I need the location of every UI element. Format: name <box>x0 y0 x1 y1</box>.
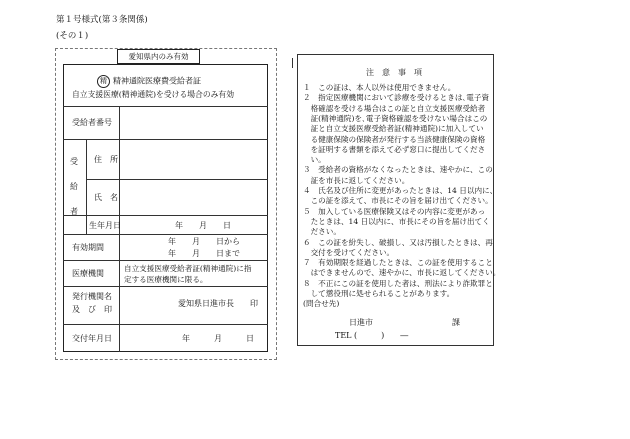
institution-note-2: 定する医療機関に限る。 <box>124 275 208 284</box>
contact-tel: TEL ( ) ― <box>335 331 409 340</box>
note-line: ７ 有効期限を経過したときは、この証を使用すること <box>303 258 493 268</box>
card-title <box>97 75 201 88</box>
note-line: ５ 加入している医療保険又はその内容に変更があっ <box>303 206 486 216</box>
note-line: 交付を受けてください。 <box>303 247 395 257</box>
recipient-group-char: 受 <box>70 157 78 166</box>
issuer-label-1: 発行機関名 <box>72 292 112 301</box>
valid-area-label: 愛知県内のみ有効 <box>117 49 200 64</box>
institution-label: 医療機関 <box>72 269 104 278</box>
address-label: 住 所 <box>94 155 118 164</box>
form-sub-label: (その１) <box>56 31 89 41</box>
form-number: 第１号様式(第３条関係) <box>56 15 148 25</box>
note-line: １ この証は、本人以外は使用できません。 <box>303 83 456 92</box>
note-line: る健康保険の保険者が発行する当該健康保険の資格 <box>303 134 486 144</box>
note-line: ３ 受給者の資格がなくなったときは、速やかに、この <box>303 165 493 175</box>
validity-label: 有効期間 <box>72 243 104 252</box>
row-divider <box>86 179 268 180</box>
contact-city: 日進市 <box>349 318 373 327</box>
fold-tick <box>292 58 293 68</box>
note-line: い。 <box>303 155 326 165</box>
card-title-text: 精神通院医療費受給者証 <box>113 76 201 86</box>
issuer-value: 愛知県日進市長 印 <box>178 299 258 308</box>
note-line: 証と自立支援医療受給者証(精神通院)に加入してい <box>303 124 484 134</box>
issue-date-label: 交付年月日 <box>72 334 112 343</box>
note-line: たときは、14 日以内に、市長にその旨を届け出てく <box>303 216 490 226</box>
note-line: 格確認を受ける場合はこの証と自立支援医療受給者 <box>303 103 486 113</box>
row-divider <box>63 139 268 140</box>
note-line: ６ この証を紛失し、破損し、又は汚損したときは、再 <box>303 237 493 247</box>
recipient-number-label: 受給者番号 <box>72 118 112 127</box>
col-divider <box>86 139 87 234</box>
note-line: ４ 氏名及び住所に変更があったときは、14 日以内に、 <box>303 186 498 195</box>
recipient-group-char: 者 <box>70 207 78 216</box>
row-divider <box>63 324 268 325</box>
row-divider <box>63 106 268 107</box>
note-line: はできませんので、速やかに、市長に返してください。 <box>303 268 501 278</box>
issuer-label-2: 及 び 印 <box>72 305 112 314</box>
card-subtitle: 自立支援医療(精神通院)を受ける場合のみ有効 <box>72 90 235 99</box>
seal-mark: 精 <box>97 75 110 88</box>
row-divider <box>63 260 268 261</box>
note-line: ２ 指定医療機関において診療を受けるときは､電子資 <box>303 93 490 103</box>
birth-date-label: 生年月日 <box>89 221 121 230</box>
contact-section: 課 <box>452 318 460 327</box>
institution-note-1: 自立支援医療受給者証(精神通院)に指 <box>124 264 252 273</box>
validity-from: 年 月 日から <box>168 237 240 246</box>
note-line: して懲役刑に処せられることがあります。 <box>303 289 455 298</box>
note-line: ださい。 <box>303 227 341 237</box>
row-divider <box>63 215 268 216</box>
note-line: この証を添えて、市長にその旨を届け出てください。 <box>303 196 493 206</box>
note-line: 証を市長に返してください。 <box>303 175 410 185</box>
validity-to: 年 月 日まで <box>168 249 240 258</box>
name-label: 氏 名 <box>94 193 118 202</box>
issue-date-value: 年 月 日 <box>182 334 254 343</box>
note-line: 証(精神通院)を､電子資格確認を受けない場合はこの <box>303 113 488 123</box>
note-line: を証明する書類を添えて必ず窓口に提出してくださ <box>303 144 486 154</box>
recipient-group-char: 給 <box>70 182 78 191</box>
row-divider <box>63 234 268 235</box>
note-line: ８ 不正にこの証を使用した者は、刑法により詐欺罪と <box>303 278 493 288</box>
birth-date-value: 年 月 日 <box>175 221 231 230</box>
notes-heading: 注 意 事 項 <box>366 68 422 77</box>
row-divider <box>63 286 268 287</box>
note-line: (問合せ先) <box>303 299 340 309</box>
